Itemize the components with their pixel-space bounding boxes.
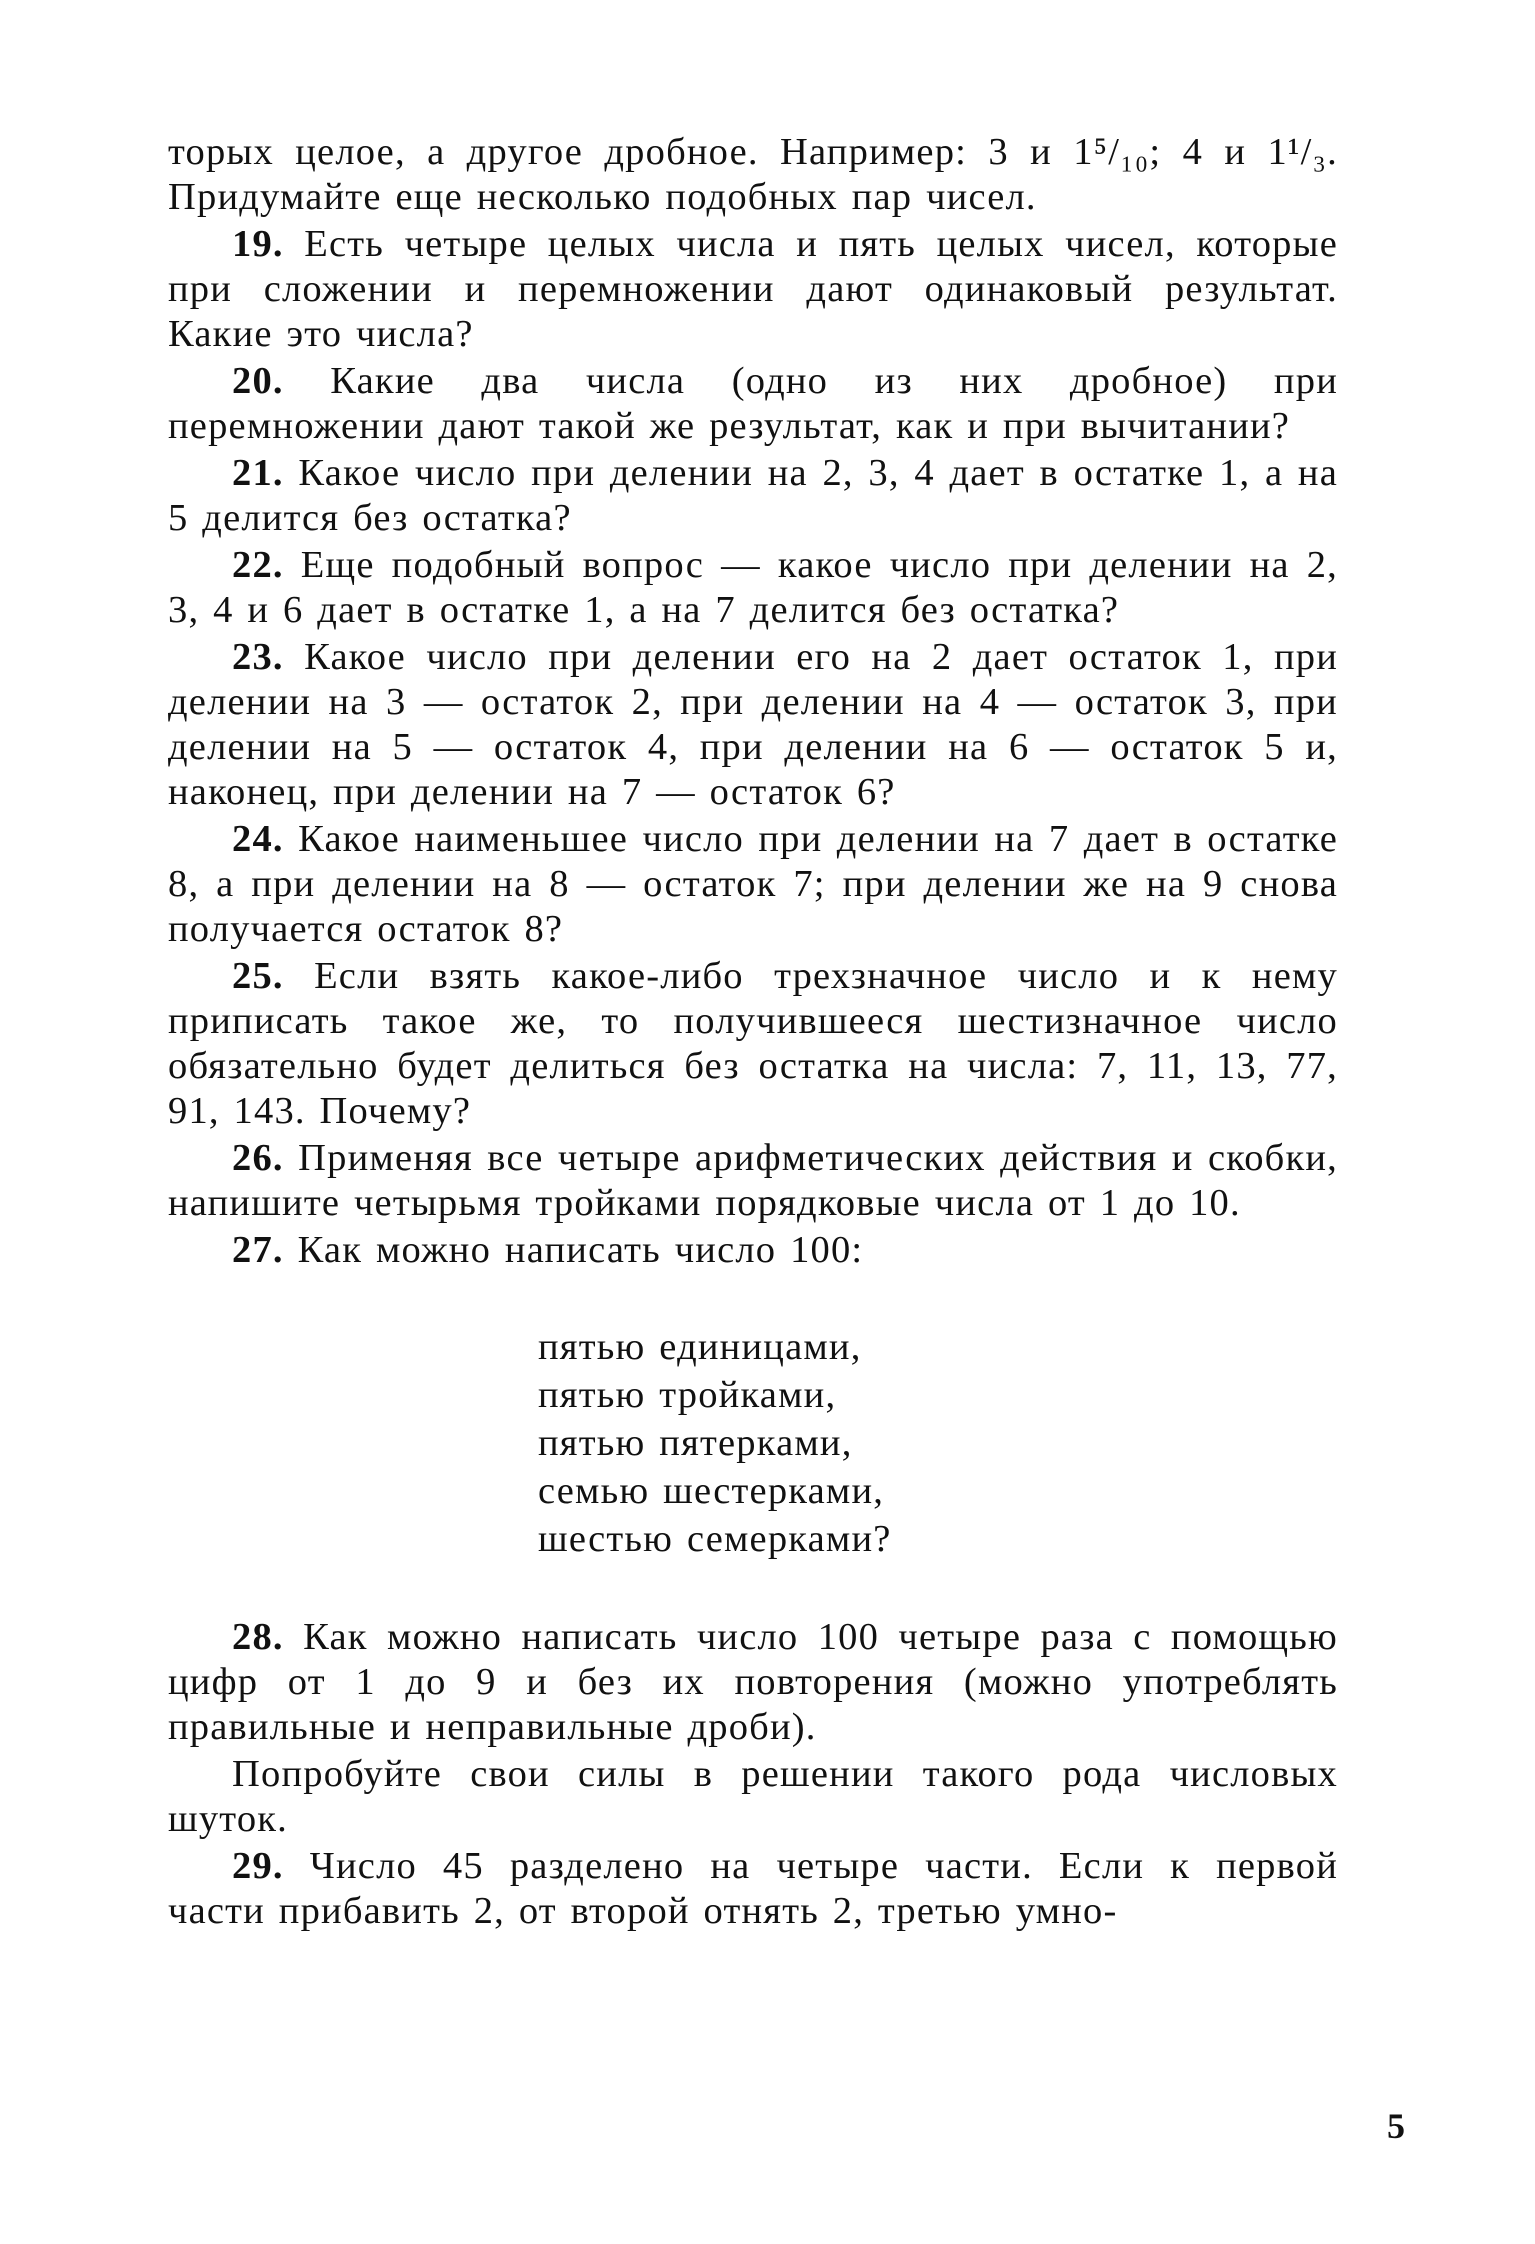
paragraph-continuation (168, 130, 1338, 220)
list-item: пятью единицами, (538, 1326, 862, 1368)
problem-24 (168, 817, 1338, 952)
problem-text: Если взять какое-либо трехзначное число и к нему приписать такое же, то получившееся шестизначное число обязательно будет делиться без остатка на числа: 7, 11, 13, 77, 91, 143. Почему? (168, 955, 1339, 1132)
page-body (168, 130, 1338, 1936)
problem-26 (168, 1136, 1338, 1226)
problem-23 (168, 635, 1338, 815)
problem-number: 21. (232, 452, 284, 494)
problem-25 (168, 954, 1338, 1134)
problem-text: Какое число при делении на 2, 3, 4 дает в остатке 1, а на 5 делится без остатка? (168, 452, 1339, 539)
paragraph-text: Попробуйте свои силы в решении такого рода числовых шуток. (168, 1753, 1338, 1840)
paragraph-text: торых целое, а другое дробное. Например: 3 и 1⁵/₁₀; 4 и 1¹/₃. Придумайте еще несколько подобных пар чисел. (168, 131, 1338, 218)
problem-27 (168, 1228, 1338, 1273)
problem-22 (168, 543, 1338, 633)
problem-number: 19. (232, 223, 284, 265)
problem-number: 22. (232, 544, 284, 586)
problem-number: 27. (232, 1229, 284, 1271)
problem-text: Как можно написать число 100 четыре раза с помощью цифр от 1 до 9 и без их повторения (можно употреблять правильные и неправильные дроби). (168, 1616, 1338, 1748)
list-item: пятью тройками, (538, 1374, 837, 1416)
problem-text: Какие два числа (одно из них дробное) при перемножении дают такой же результат, как и при вычитании? (168, 360, 1338, 447)
number-list (538, 1323, 1338, 1563)
problem-21 (168, 451, 1338, 541)
page-number: 5 (1387, 2106, 1405, 2146)
list-item: пятью пятерками, (538, 1422, 853, 1464)
problem-number: 24. (232, 818, 284, 860)
problem-text: Число 45 разделено на четыре части. Если к первой части прибавить 2, от второй отнять 2, третью умно- (168, 1845, 1338, 1932)
problem-number: 26. (232, 1137, 284, 1179)
problem-text: Как можно написать число 100: (297, 1229, 864, 1271)
problem-number: 20. (232, 360, 284, 402)
problem-28 (168, 1615, 1338, 1750)
intro-paragraph (168, 1752, 1338, 1842)
problem-29 (168, 1844, 1338, 1934)
problem-text: Какое число при делении его на 2 дает остаток 1, при делении на 3 — остаток 2, при делении на 4 — остаток 3, при делении на 5 — остаток 4, при делении на 6 — остаток 5 и, наконец, при делении на 7 — остаток 6? (168, 636, 1338, 813)
problem-number: 28. (232, 1616, 284, 1658)
problem-text: Есть четыре целых числа и пять целых чисел, которые при сложении и перемножении дают одинаковый результат. Какие это числа? (168, 223, 1338, 355)
problem-text: Применяя все четыре арифметических действия и скобки, напишите четырьмя тройками порядковые числа от 1 до 10. (168, 1137, 1338, 1224)
problem-19 (168, 222, 1338, 357)
problem-number: 23. (232, 636, 284, 678)
problem-text: Еще подобный вопрос — какое число при делении на 2, 3, 4 и 6 дает в остатке 1, а на 7 делится без остатка? (168, 544, 1338, 631)
problem-20 (168, 359, 1338, 449)
problem-number: 29. (232, 1845, 284, 1887)
list-item: шестью семерками? (538, 1518, 892, 1560)
list-item: семью шестерками, (538, 1470, 885, 1512)
problem-text: Какое наименьшее число при делении на 7 дает в остатке 8, а при делении на 8 — остаток 7; при делении же на 9 снова получается остаток 8? (168, 818, 1338, 950)
problem-number: 25. (232, 955, 284, 997)
